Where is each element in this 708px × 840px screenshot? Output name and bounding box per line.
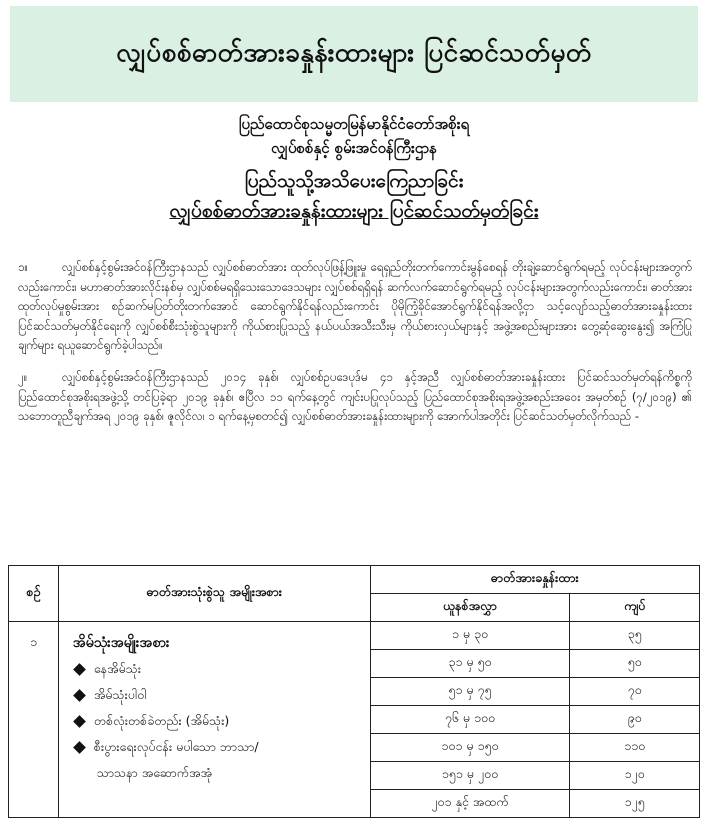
tier-units: ၂၀၁ နှင့် အထက် (370, 790, 570, 818)
header-rate: ကျပ် (570, 594, 700, 622)
category-heading: အိမ်သုံးအမျိုးအစား (72, 635, 170, 651)
ministry-name: လျှပ်စစ်နှင့် စွမ်းအင်ဝန်ကြီးဌာန (270, 139, 438, 157)
tier-units: ၁ မှ ၃၀ (370, 622, 570, 650)
paragraph-2 (18, 368, 692, 427)
row-number: ၁ (9, 622, 59, 818)
paragraph-number: ၂။ (18, 369, 28, 384)
diamond-bullet-icon (73, 689, 86, 702)
tier-rate: ၅၀ (570, 650, 700, 678)
notice-title: ပြည်သူသို့အသိပေးကြေညာခြင်း (244, 170, 464, 192)
tier-units: ၅၁ မှ ၇၅ (370, 678, 570, 706)
paragraph-text: လျှပ်စစ်နှင့်စွမ်းအင်ဝန်ကြီးဌာနသည် ၂၀၁၄ ခုနှစ်၊ လျှပ်စစ်ဥပဒေပုဒ်မ ၄၁ နှင့်အညီ လျှပ်စစ်ဓာတ်အားခနှုန်းထား ပြင်ဆင်သတ်မှတ်ရန်ကိစ္စကို ပြည်ထောင်စုအစိုးရအဖွဲ့သို့ တင်ပြခဲ့ရာ ၂၀၁၉ ခုနှစ်၊ ဧပြီလ ၁၁ ရက်နေ့တွင် ကျင်းပပြုလုပ်သည့် ပြည်ထောင်စုအစိုးရအဖွဲ့အစည်းအဝေး အမှတ်စဉ် (၇/၂၀၁၉) ၏ သဘောတူညီချက်အရ ၂၀၁၉ ခုနှစ်၊ ဇူလိုင်လ၊ ၁ ရက်နေ့မှစတင်၍ လျှပ်စစ်ဓာတ်အားခနှုန်းထားများကို အောက်ပါအတိုင်း ပြင်ဆင်သတ်မှတ်လိုက်သည် - (18, 369, 692, 424)
notice-subtitle: လျှပ်စစ်ဓာတ်အားခနှုန်းထားများ ပြင်ဆင်သတ်မှတ်ခြင်း (169, 200, 539, 222)
category-item: နေအိမ်သုံး (73, 656, 362, 682)
paragraph-number: ၁။ (18, 260, 29, 274)
category-item: စီးပွားရေးလုပ်ငန်း မပါသော ဘာသာ/ (73, 734, 362, 760)
category-cell (58, 622, 370, 818)
tier-units: ၁၀၁ မှ ၁၅၀ (370, 734, 570, 762)
tier-rate: ၁၁၀ (570, 734, 700, 762)
category-item: အိမ်သုံးပါဝါ (73, 682, 362, 708)
tier-rate: ၃၅ (570, 622, 700, 650)
tariff-table (8, 565, 700, 818)
government-name: ပြည်ထောင်စုသမ္မတမြန်မာနိုင်ငံတော်အစိုးရ (238, 115, 470, 133)
header-no: စဉ် (9, 566, 59, 622)
category-item-continuation: သာသနာ အဆောက်အအုံ (96, 765, 212, 780)
category-item: တစ်လုံးတစ်ခဲတည်း (အိမ်သုံး) (73, 708, 362, 734)
header-tariff-group: ဓာတ်အားခနှုန်းထား (370, 566, 699, 594)
tier-rate: ၁၂၅ (570, 790, 700, 818)
diamond-bullet-icon (73, 663, 86, 676)
paragraph-text: လျှပ်စစ်နှင့်စွမ်းအင်ဝန်ကြီးဌာနသည် လျှပ်စစ်ဓာတ်အား ထုတ်လုပ်ဖြန့်ဖြူးမှု ရေရှည်တိုးတက်ကောင်းမွန်စေရန် တိုးချဲ့ဆောင်ရွက်ရမည့် လုပ်ငန်းများအတွက်လည်းကောင်း၊ မဟာဓာတ်အားလိုင်းနစ်မှ လျှပ်စစ်မရရှိသေးသောဒေသများ လျှပ်စစ်ရရှိရန် ဆက်လက်ဆောင်ရွက်ရမည့် လုပ်ငန်းများအတွက်လည်းကောင်း၊ ဓာတ်အားထုတ်လုပ်မှုစွမ်းအား စဉ်ဆက်မပြတ်တိုးတက်အောင် ဆောင်ရွက်နိုင်ရန်လည်းကောင်း ပိုမိုကြံ့ခိုင်အောင်ရွက်နိုင်ရန်အလို့ငှာ သင့်လျော်သည့်ဓာတ်အားခနှုန်းထား ပြင်ဆင်သတ်မှတ်နိုင်ရေးကို လျှပ်စစ်စီးသုံးစွဲသူများကို ကိုယ်စားပြုသည့် နယ်ပယ်အသီးသီးမှ ကိုယ်စားလှယ်များနှင့် အဖွဲ့အစည်းများအား တွေ့ဆုံဆွေးနွေး၍ အကြံပြုချက်များ ရယူဆောင်ရွက်ခဲ့ပါသည်။ (18, 260, 692, 353)
title-banner (10, 6, 698, 102)
notice-body (18, 258, 692, 439)
tier-rate: ၉၀ (570, 706, 700, 734)
diamond-bullet-icon (73, 741, 86, 754)
banner-title: လျှပ်စစ်ဓာတ်အားခနှုန်းထားများ ပြင်ဆင်သတ်မှတ် (116, 37, 592, 68)
tier-units: ၃၁ မှ ၅၀ (370, 650, 570, 678)
tier-units: ၁၅၁ မှ ၂၀၀ (370, 762, 570, 790)
tier-rate: ၇၀ (570, 678, 700, 706)
table-header-row (9, 566, 700, 594)
table-row (9, 622, 700, 650)
tier-units: ၇၆ မှ ၁၀၀ (370, 706, 570, 734)
paragraph-1 (18, 258, 692, 356)
diamond-bullet-icon (73, 715, 86, 728)
header-category: ဓာတ်အားသုံးစွဲသူ အမျိုးအစား (58, 566, 370, 622)
header-units: ယူနစ်အလွှာ (370, 594, 570, 622)
notice-header (10, 112, 698, 226)
tier-rate: ၁၂၀ (570, 762, 700, 790)
